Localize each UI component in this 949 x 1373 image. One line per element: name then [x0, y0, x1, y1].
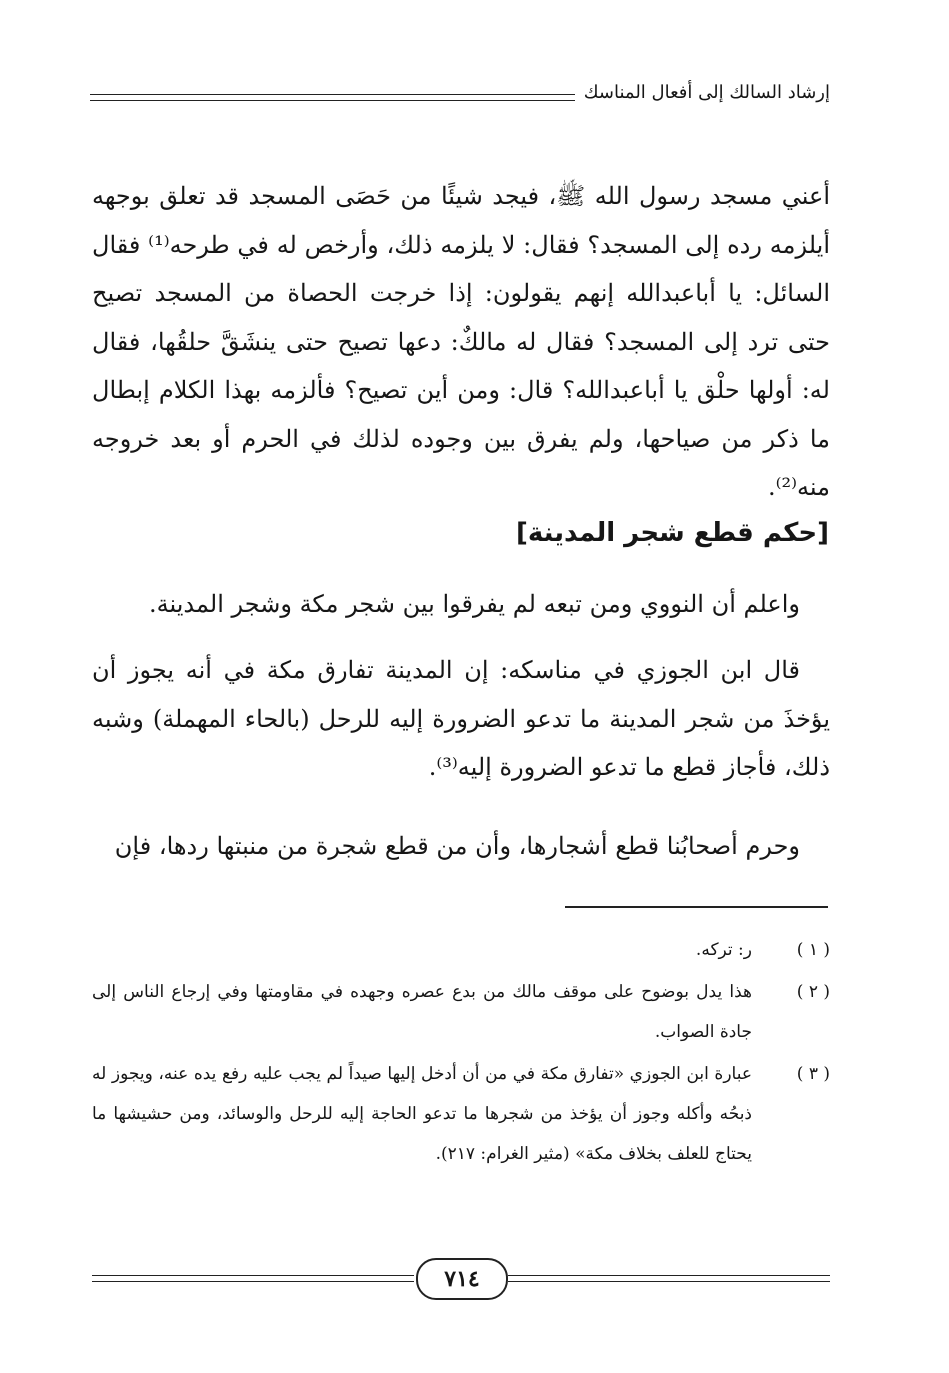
page-number: ٧١٤	[416, 1258, 508, 1300]
footnote-text: هذا يدل بوضوح على موقف مالك من بدع عصره وجهده في مقاومتها وفي إرجاع الناس إلى جادة الصواب.	[92, 982, 752, 1042]
footnote-3	[92, 1054, 830, 1174]
running-header-title: إرشاد السالك إلى أفعال المناسك	[583, 82, 830, 103]
footnote-number: ( ٢ )	[796, 982, 830, 1002]
footnote-number: ( ١ )	[796, 940, 830, 960]
footnote-1	[92, 930, 830, 970]
footnote-number: ( ٣ )	[796, 1064, 830, 1084]
opening-paragraph: أعني مسجد رسول الله ﷺ، فيجد شيئًا من حَصَى المسجد قد تعلق بوجهه أيلزمه رده إلى المسجد؟ فقال: لا يلزمه ذلك، وأرخص له في طرحه⁽¹⁾ فقال السائل: يا أباعبدالله إنهم يقولون: إذا خرجت الحصاة من المسجد تصيح حتى ترد إلى المسجد؟ فقال له مالكٌ: دعها تصيح حتى ينشَقَّ حلقُها، فقال له: أولها حلْق يا أباعبدالله؟ قال: ومن أين تصيح؟ فألزمه بهذا الكلام إبطال ما ذكر من صياحها، ولم يفرق بين وجوده لذلك في الحرم أو بعد خروجه منه⁽²⁾.	[92, 182, 830, 501]
footnote-text: ر: تركه.	[695, 940, 752, 960]
opening-paragraph-block	[92, 172, 830, 512]
footnote-text: عبارة ابن الجوزي «تفارق مكة في من أن أدخل إليها صيداً لم يجب عليه رفع يده عنه، ويجوز له ذبحُه وأكله وجوز أن يؤخذ من شجرها ما تدعو الحاجة إليه للرحل والوسائد، ومن حشيشها ما يحتاج للعلف بخلاف مكة» (مثير الغرام: ٢١٧).	[92, 1064, 752, 1164]
section-heading: [حكم قطع شجر المدينة]	[515, 518, 829, 548]
paragraph-ibn-al-jawzi: قال ابن الجوزي في مناسكه: إن المدينة تفارق مكة في أنه يجوز أن يؤخذَ من شجر المدينة ما تدعو الضرورة إليه للرحل (بالحاء المهملة) وشبه ذلك، فأجاز قطع ما تدعو الضرورة إليه⁽³⁾.	[92, 656, 830, 781]
paragraph-nawawi: واعلم أن النووي ومن تبعه لم يفرقوا بين شجر مكة وشجر المدينة.	[149, 590, 800, 618]
footer-rule-right	[508, 1275, 830, 1282]
paragraph-ashabuna: وحرم أصحابُنا قطع أشجارها، وأن من قطع شجرة من منبتها ردها، فإن	[114, 832, 800, 860]
page-footer	[92, 1258, 830, 1302]
footnote-separator	[565, 906, 828, 908]
header-double-rule	[90, 94, 575, 101]
footer-rule-left	[92, 1275, 414, 1282]
running-header	[90, 78, 830, 114]
footnotes	[92, 930, 830, 1176]
footnote-2	[92, 972, 830, 1052]
